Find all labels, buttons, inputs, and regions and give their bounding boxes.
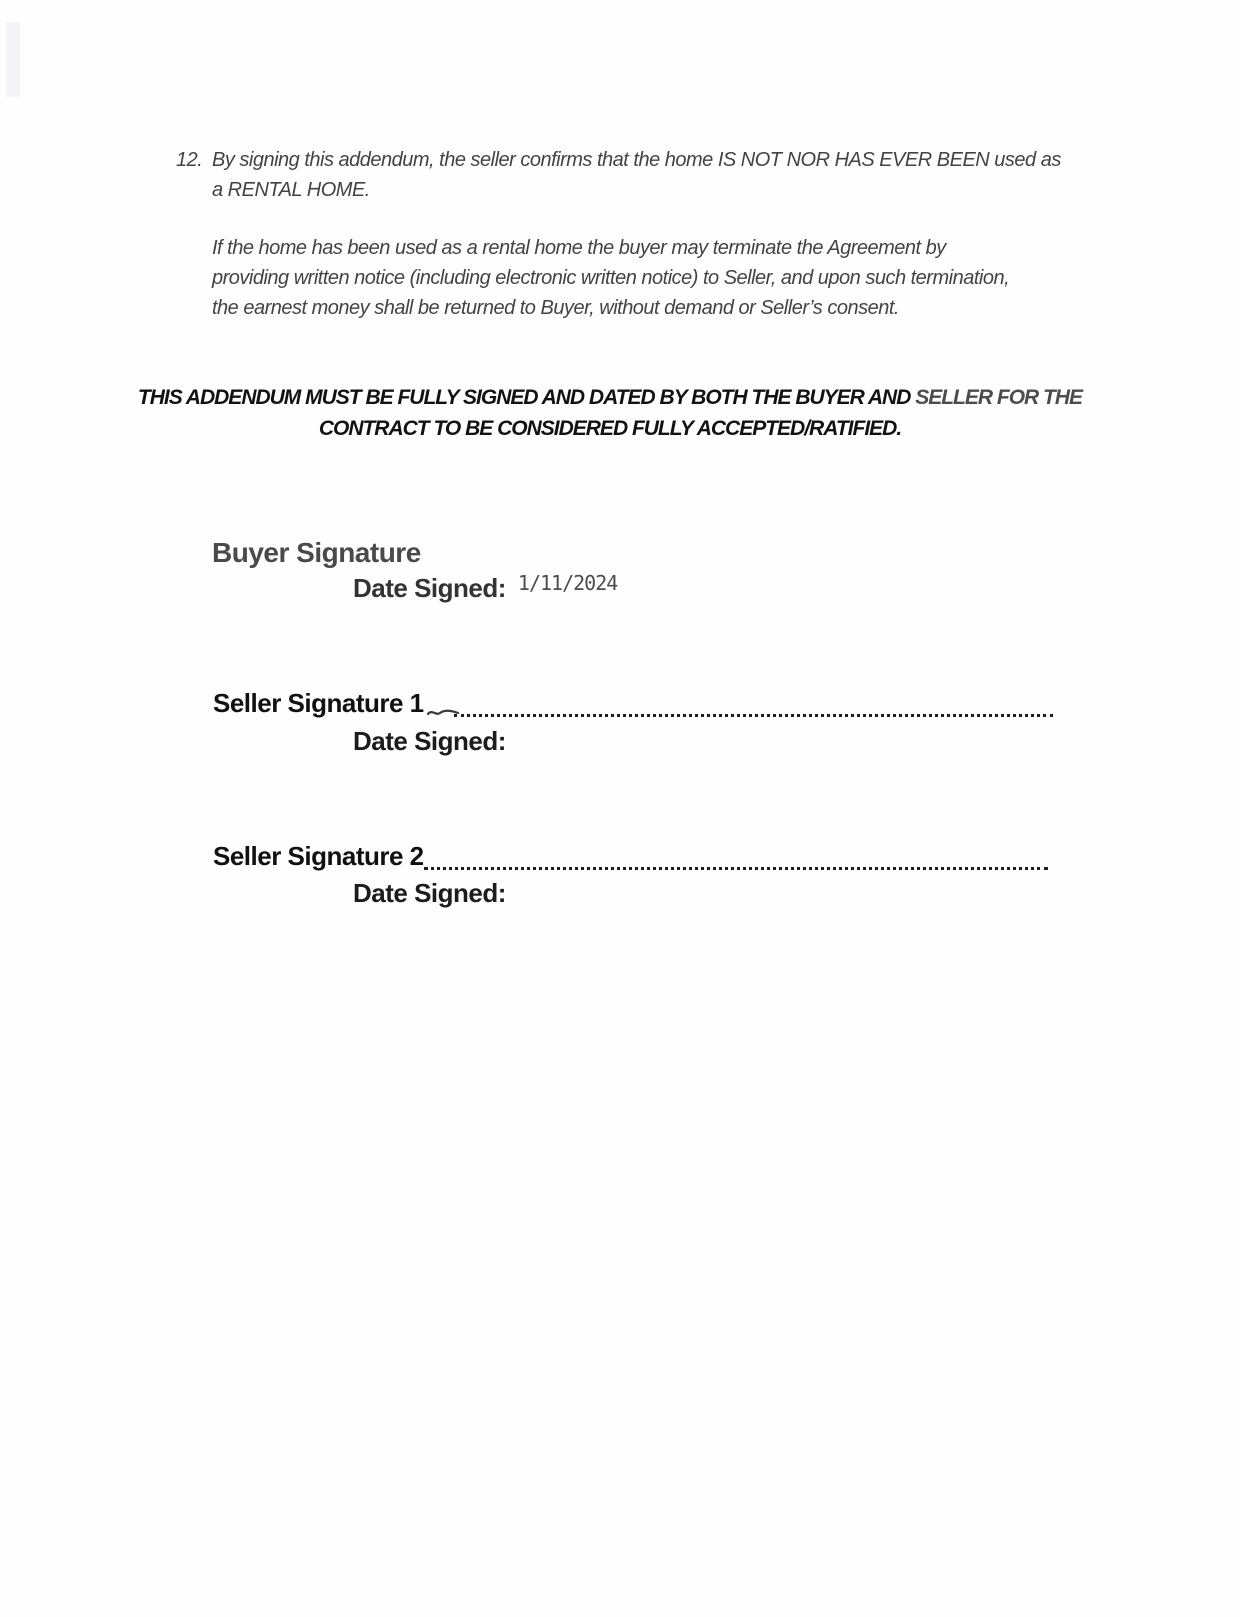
clause-text bbox=[212, 145, 1061, 205]
seller-signature-2-label: Seller Signature 2 bbox=[213, 841, 424, 871]
buyer-date-signed-label: Date Signed: bbox=[353, 573, 506, 603]
clause-number: 12. bbox=[176, 149, 203, 171]
buyer-date-signed-row bbox=[353, 572, 617, 604]
seller-signature-1-row bbox=[213, 687, 1053, 721]
scan-artifact bbox=[6, 22, 20, 97]
termination-text-line: If the home has been used as a rental home the buyer may terminate the Agreement by bbox=[212, 237, 946, 259]
ratification-notice bbox=[110, 382, 1110, 444]
seller-2-date-signed-label: Date Signed: bbox=[353, 878, 506, 908]
notice-line-1 bbox=[110, 382, 1110, 413]
notice-line-1-main: THIS ADDENDUM MUST BE FULLY SIGNED AND DATED BY BOTH THE BUYER AND bbox=[137, 386, 916, 409]
termination-paragraph bbox=[212, 233, 1009, 323]
clause-text-line: a RENTAL HOME. bbox=[212, 179, 370, 201]
seller-1-date-signed-row bbox=[353, 725, 506, 757]
seller-2-date-signed-row bbox=[353, 877, 506, 909]
seller-1-date-signed-label: Date Signed: bbox=[353, 726, 506, 756]
clause-12 bbox=[176, 145, 1061, 205]
notice-line-2: CONTRACT TO BE CONSIDERED FULLY ACCEPTED/RATIFIED. bbox=[318, 417, 902, 440]
notice-line-1-light: SELLER FOR THE bbox=[915, 386, 1083, 409]
seller-2-signature-dotted-line bbox=[424, 867, 1048, 870]
seller-signature-1-label: Seller Signature 1 bbox=[213, 688, 424, 718]
termination-text-line: the earnest money shall be returned to Buyer, without demand or Seller’s consent. bbox=[212, 297, 899, 319]
termination-text-line: providing written notice (including electronic written notice) to Seller, and upon such termination, bbox=[212, 267, 1010, 289]
seller-signature-2-row bbox=[213, 840, 1048, 874]
clause-text-line: By signing this addendum, the seller confirms that the home IS NOT NOR HAS EVER BEEN used as bbox=[212, 149, 1061, 171]
seller-1-signature-dotted-line bbox=[454, 714, 1053, 717]
buyer-signature-label: Buyer Signature bbox=[212, 537, 421, 568]
buyer-date-signed-value: 1/11/2024 bbox=[517, 571, 618, 595]
